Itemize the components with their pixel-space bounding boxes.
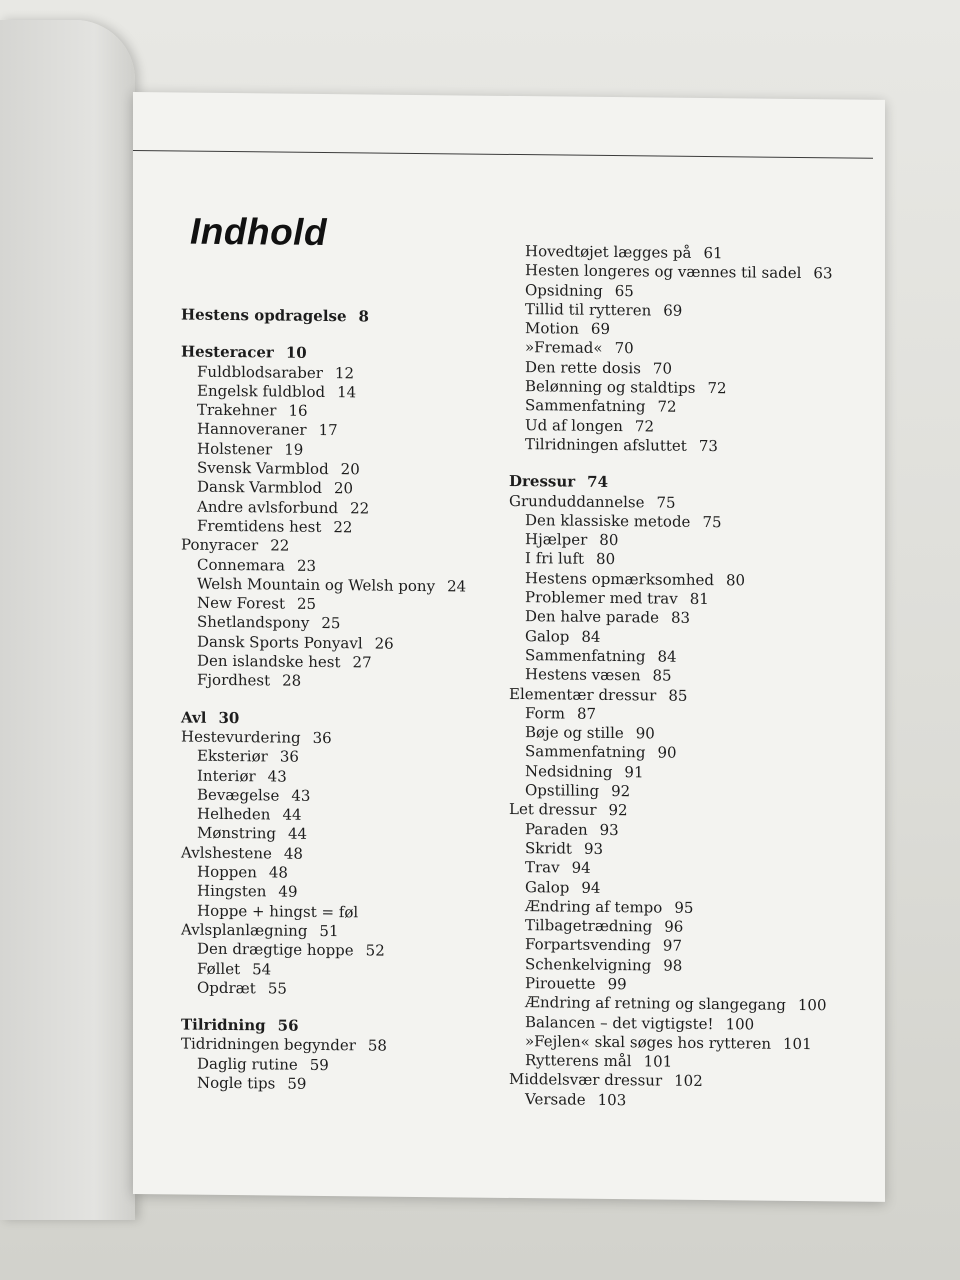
toc-page-number: 73 <box>698 436 718 456</box>
toc-entry-title: I fri luft <box>525 549 585 569</box>
toc-entry-title: Hestevurdering <box>181 727 301 747</box>
toc-entry-title: Bøje og stille <box>525 723 624 743</box>
toc-entry-title: Ændring af tempo <box>525 896 663 917</box>
facing-page <box>0 20 135 1220</box>
toc-entry-title: Dansk Sports Ponyavl <box>197 632 363 653</box>
toc-page-number: 26 <box>374 634 394 653</box>
toc-page-number: 102 <box>674 1072 703 1091</box>
toc-entry-title: »Fejlen« skal søges hos rytteren <box>525 1031 771 1053</box>
toc-page-number: 25 <box>297 594 317 614</box>
toc-page-number: 23 <box>297 556 317 575</box>
toc-page-number: 49 <box>278 882 298 902</box>
toc-page-number: 48 <box>268 863 288 882</box>
toc-entry-title: Tillid til rytteren <box>525 299 652 320</box>
toc-right-column <box>509 242 869 1113</box>
toc-page-number: 93 <box>583 839 604 858</box>
toc-entry-title: New Forest <box>197 593 286 613</box>
toc-entry-title: Problemer med trav <box>525 588 678 608</box>
toc-page-number: 58 <box>367 1036 387 1056</box>
toc-entry-title: Belønning og staldtips <box>525 377 696 397</box>
toc-entry-title: Hestens opmærksomhed <box>525 568 714 589</box>
toc-entry-title: Forpartsvending <box>525 935 651 955</box>
toc-entry-title: Rytterens mål <box>525 1051 632 1071</box>
toc-entry-title: Hestens opdragelse <box>181 305 347 326</box>
toc-page-number: 85 <box>668 686 688 705</box>
toc-page-number: 36 <box>279 747 299 766</box>
toc-entry-title: Hoppen <box>197 862 257 882</box>
header-rule <box>133 150 873 159</box>
toc-page-number: 59 <box>287 1074 307 1093</box>
toc-page-number: 54 <box>252 959 272 978</box>
toc-page-number: 22 <box>350 498 370 518</box>
toc-page-number: 12 <box>334 363 354 382</box>
toc-entry-title: Den drægtige hoppe <box>197 939 354 960</box>
toc-page-number: 101 <box>782 1034 812 1053</box>
toc-page-number: 70 <box>652 359 672 378</box>
toc-page-number: 80 <box>599 531 619 550</box>
toc-entry-title: Pirouette <box>525 974 596 993</box>
toc-page-number: 16 <box>288 401 308 421</box>
page-title: Indhold <box>190 210 328 254</box>
toc-entry-title: Svensk Varmblod <box>197 458 329 479</box>
toc-entry-title: Den klassiske metode <box>525 510 691 531</box>
toc-page-number: 25 <box>321 614 341 633</box>
toc-entry-title: Galop <box>525 877 570 897</box>
toc-entry-title: Trav <box>525 858 560 877</box>
toc-entry-title: Avlshestene <box>181 843 272 863</box>
toc-page-number: 100 <box>797 996 827 1015</box>
toc-entry-title: Daglig rutine <box>197 1054 298 1074</box>
toc-entry-title: Sammenfatning <box>525 742 646 762</box>
toc-entry-title: Opstilling <box>525 781 600 800</box>
toc-page-number: 55 <box>267 979 287 998</box>
toc-page-number: 8 <box>358 307 369 326</box>
toc-page-number: 95 <box>674 898 694 917</box>
toc-entry-title: Andre avlsforbund <box>197 497 339 517</box>
toc-entry-title: Avl <box>181 708 207 727</box>
toc-section-heading <box>181 306 501 329</box>
toc-page-number: 97 <box>662 936 682 956</box>
toc-entry-title: Skridt <box>525 839 572 858</box>
toc-page-number: 44 <box>282 805 302 824</box>
toc-entry-title: Shetlandspony <box>197 613 310 633</box>
toc-page-number: 19 <box>284 440 304 459</box>
toc-entry-title: Paraden <box>525 819 588 839</box>
toc-page-number: 87 <box>577 704 597 723</box>
toc-entry-title: Eksteriør <box>197 746 268 766</box>
toc-entry-title: Balancen – det vigtigste! <box>525 1012 714 1033</box>
toc-entry-title: Trakehner <box>197 400 277 420</box>
toc-entry-title: Nedsidning <box>525 761 613 781</box>
toc-page-number: 94 <box>581 878 601 897</box>
toc-page-number: 44 <box>288 825 308 844</box>
toc-page-number: 81 <box>689 589 709 609</box>
toc-page-number: 43 <box>267 766 287 786</box>
toc-page-number: 98 <box>663 956 683 975</box>
toc-page-number: 84 <box>657 647 677 666</box>
toc-entry-title: Interiør <box>197 766 256 785</box>
toc-entry <box>181 671 501 694</box>
toc-entry-title: Hesteracer <box>181 342 274 362</box>
toc-page-number: 22 <box>270 536 290 555</box>
toc-page-number: 72 <box>707 379 727 398</box>
toc-page-number: 92 <box>611 782 631 801</box>
toc-entry-title: Føllet <box>197 959 241 978</box>
toc-entry-title: Welsh Mountain og Welsh pony <box>197 574 436 596</box>
toc-entry-title: Opsidning <box>525 280 603 300</box>
toc-page-number: 72 <box>634 416 654 436</box>
toc-page-number: 72 <box>657 397 677 417</box>
toc-entry <box>509 435 869 458</box>
toc-page-number: 52 <box>365 941 385 960</box>
toc-page-number: 99 <box>607 974 627 994</box>
toc-entry-title: »Fremad« <box>525 338 603 358</box>
toc-entry-title: Tilridningen afsluttet <box>525 435 687 455</box>
toc-entry-title: Hovedtøjet lægges på <box>525 242 692 262</box>
toc-entry <box>181 978 501 1001</box>
toc-entry-title: Fjordhest <box>197 671 271 690</box>
toc-entry-title: Engelsk fuldblod <box>197 381 326 401</box>
toc-page-number: 17 <box>318 421 338 440</box>
toc-page-number: 61 <box>703 243 723 263</box>
toc-page-number: 90 <box>657 743 677 763</box>
toc-page-number: 69 <box>590 319 610 339</box>
toc-entry-title: Hoppe + hingst = føl <box>197 901 359 921</box>
toc-page-number: 101 <box>643 1052 673 1071</box>
toc-page-number: 48 <box>283 844 303 863</box>
toc-page-number: 94 <box>571 858 591 877</box>
toc-page-number: 96 <box>664 917 684 936</box>
toc-page-number: 91 <box>624 762 644 782</box>
toc-page-number: 74 <box>587 473 609 492</box>
toc-page-number: 43 <box>291 786 311 805</box>
toc-entry-title: Fremtidens hest <box>197 516 322 536</box>
toc-page-number: 70 <box>614 339 634 358</box>
toc-page-number: 22 <box>333 518 353 537</box>
toc-page-number: 20 <box>340 460 360 479</box>
toc-entry-title: Opdræt <box>197 978 256 998</box>
toc-entry-title: Mønstring <box>197 824 277 843</box>
toc-page-number: 92 <box>608 801 628 820</box>
toc-entry-title: Tilbagetrædning <box>525 916 653 936</box>
toc-entry-title: Den islandske hest <box>197 651 341 672</box>
toc-entry-title: Tidridningen begynder <box>181 1034 356 1055</box>
toc-page-number: 51 <box>319 921 339 941</box>
toc-page-number: 84 <box>581 627 601 646</box>
toc-entry-title: Nogle tips <box>197 1073 276 1093</box>
toc-entry-title: Holstener <box>197 439 273 459</box>
toc-page-number: 10 <box>285 343 307 363</box>
toc-entry-title: Ponyracer <box>181 535 259 555</box>
toc-page-number: 83 <box>671 608 691 628</box>
toc-page-number: 28 <box>282 671 302 691</box>
toc-entry-title: Middelsvær dressur <box>509 1070 663 1091</box>
toc-page-number: 14 <box>337 383 357 402</box>
toc-page-number: 56 <box>277 1016 299 1035</box>
toc-page-number: 75 <box>656 493 676 512</box>
toc-page-number: 80 <box>726 570 746 590</box>
toc-page-number: 75 <box>702 512 722 532</box>
toc-page-number: 100 <box>725 1014 755 1034</box>
toc-entry-title: Elementær dressur <box>509 684 657 705</box>
toc-entry-title: Hingsten <box>197 881 267 901</box>
toc-page-number: 20 <box>334 479 354 498</box>
toc-entry-title: Dansk Varmblod <box>197 478 323 498</box>
toc-entry-title: Form <box>525 703 566 723</box>
toc-page-number: 80 <box>596 550 616 569</box>
toc-entry-title: Ud af longen <box>525 415 623 435</box>
toc-page-number: 24 <box>447 577 467 596</box>
toc-entry-title: Schenkelvigning <box>525 954 652 975</box>
toc-page-number: 103 <box>597 1090 627 1109</box>
toc-entry-title: Connemara <box>197 555 285 575</box>
toc-page-number: 93 <box>599 820 619 839</box>
toc-entry-title: Tilridning <box>181 1015 266 1035</box>
toc-page-number: 36 <box>312 728 332 748</box>
toc-page-number: 69 <box>663 301 683 320</box>
toc-page-number: 30 <box>218 708 240 727</box>
toc-entry <box>509 1090 869 1113</box>
toc-page-number: 63 <box>813 264 833 283</box>
toc-entry-title: Versade <box>525 1089 586 1109</box>
toc-entry-title: Dressur <box>509 472 576 491</box>
toc-entry-title: Hannoveraner <box>197 420 307 440</box>
toc-entry-title: Fuldblodsaraber <box>197 362 323 382</box>
toc-entry <box>181 1073 501 1096</box>
toc-entry-title: Galop <box>525 626 570 646</box>
toc-entry-title: Avlsplanlægning <box>181 920 308 940</box>
toc-entry-title: Let dressur <box>509 800 597 820</box>
toc-entry-title: Motion <box>525 319 579 338</box>
toc-left-column <box>181 306 501 1097</box>
toc-page-number: 27 <box>352 653 372 672</box>
toc-page-number: 85 <box>652 666 672 685</box>
toc-page-number: 59 <box>309 1055 329 1074</box>
toc-entry-title: Hesten longeres og vænnes til sadel <box>525 261 802 283</box>
toc-entry-title: Sammenfatning <box>525 646 646 666</box>
toc-entry-title: Bevægelse <box>197 785 280 805</box>
toc-page-number: 90 <box>635 724 655 743</box>
toc-entry-title: Den rette dosis <box>525 357 641 378</box>
book-page <box>133 92 885 1202</box>
toc-entry-title: Den halve parade <box>525 607 659 627</box>
toc-page-number: 65 <box>614 281 634 300</box>
toc-entry-title: Grunduddannelse <box>509 491 645 511</box>
toc-entry-title: Ændring af retning og slangegang <box>525 993 786 1015</box>
toc-entry-title: Hjælper <box>525 530 588 549</box>
toc-entry-title: Sammenfatning <box>525 396 646 416</box>
toc-entry-title: Hestens væsen <box>525 665 641 685</box>
toc-entry-title: Helheden <box>197 804 271 824</box>
